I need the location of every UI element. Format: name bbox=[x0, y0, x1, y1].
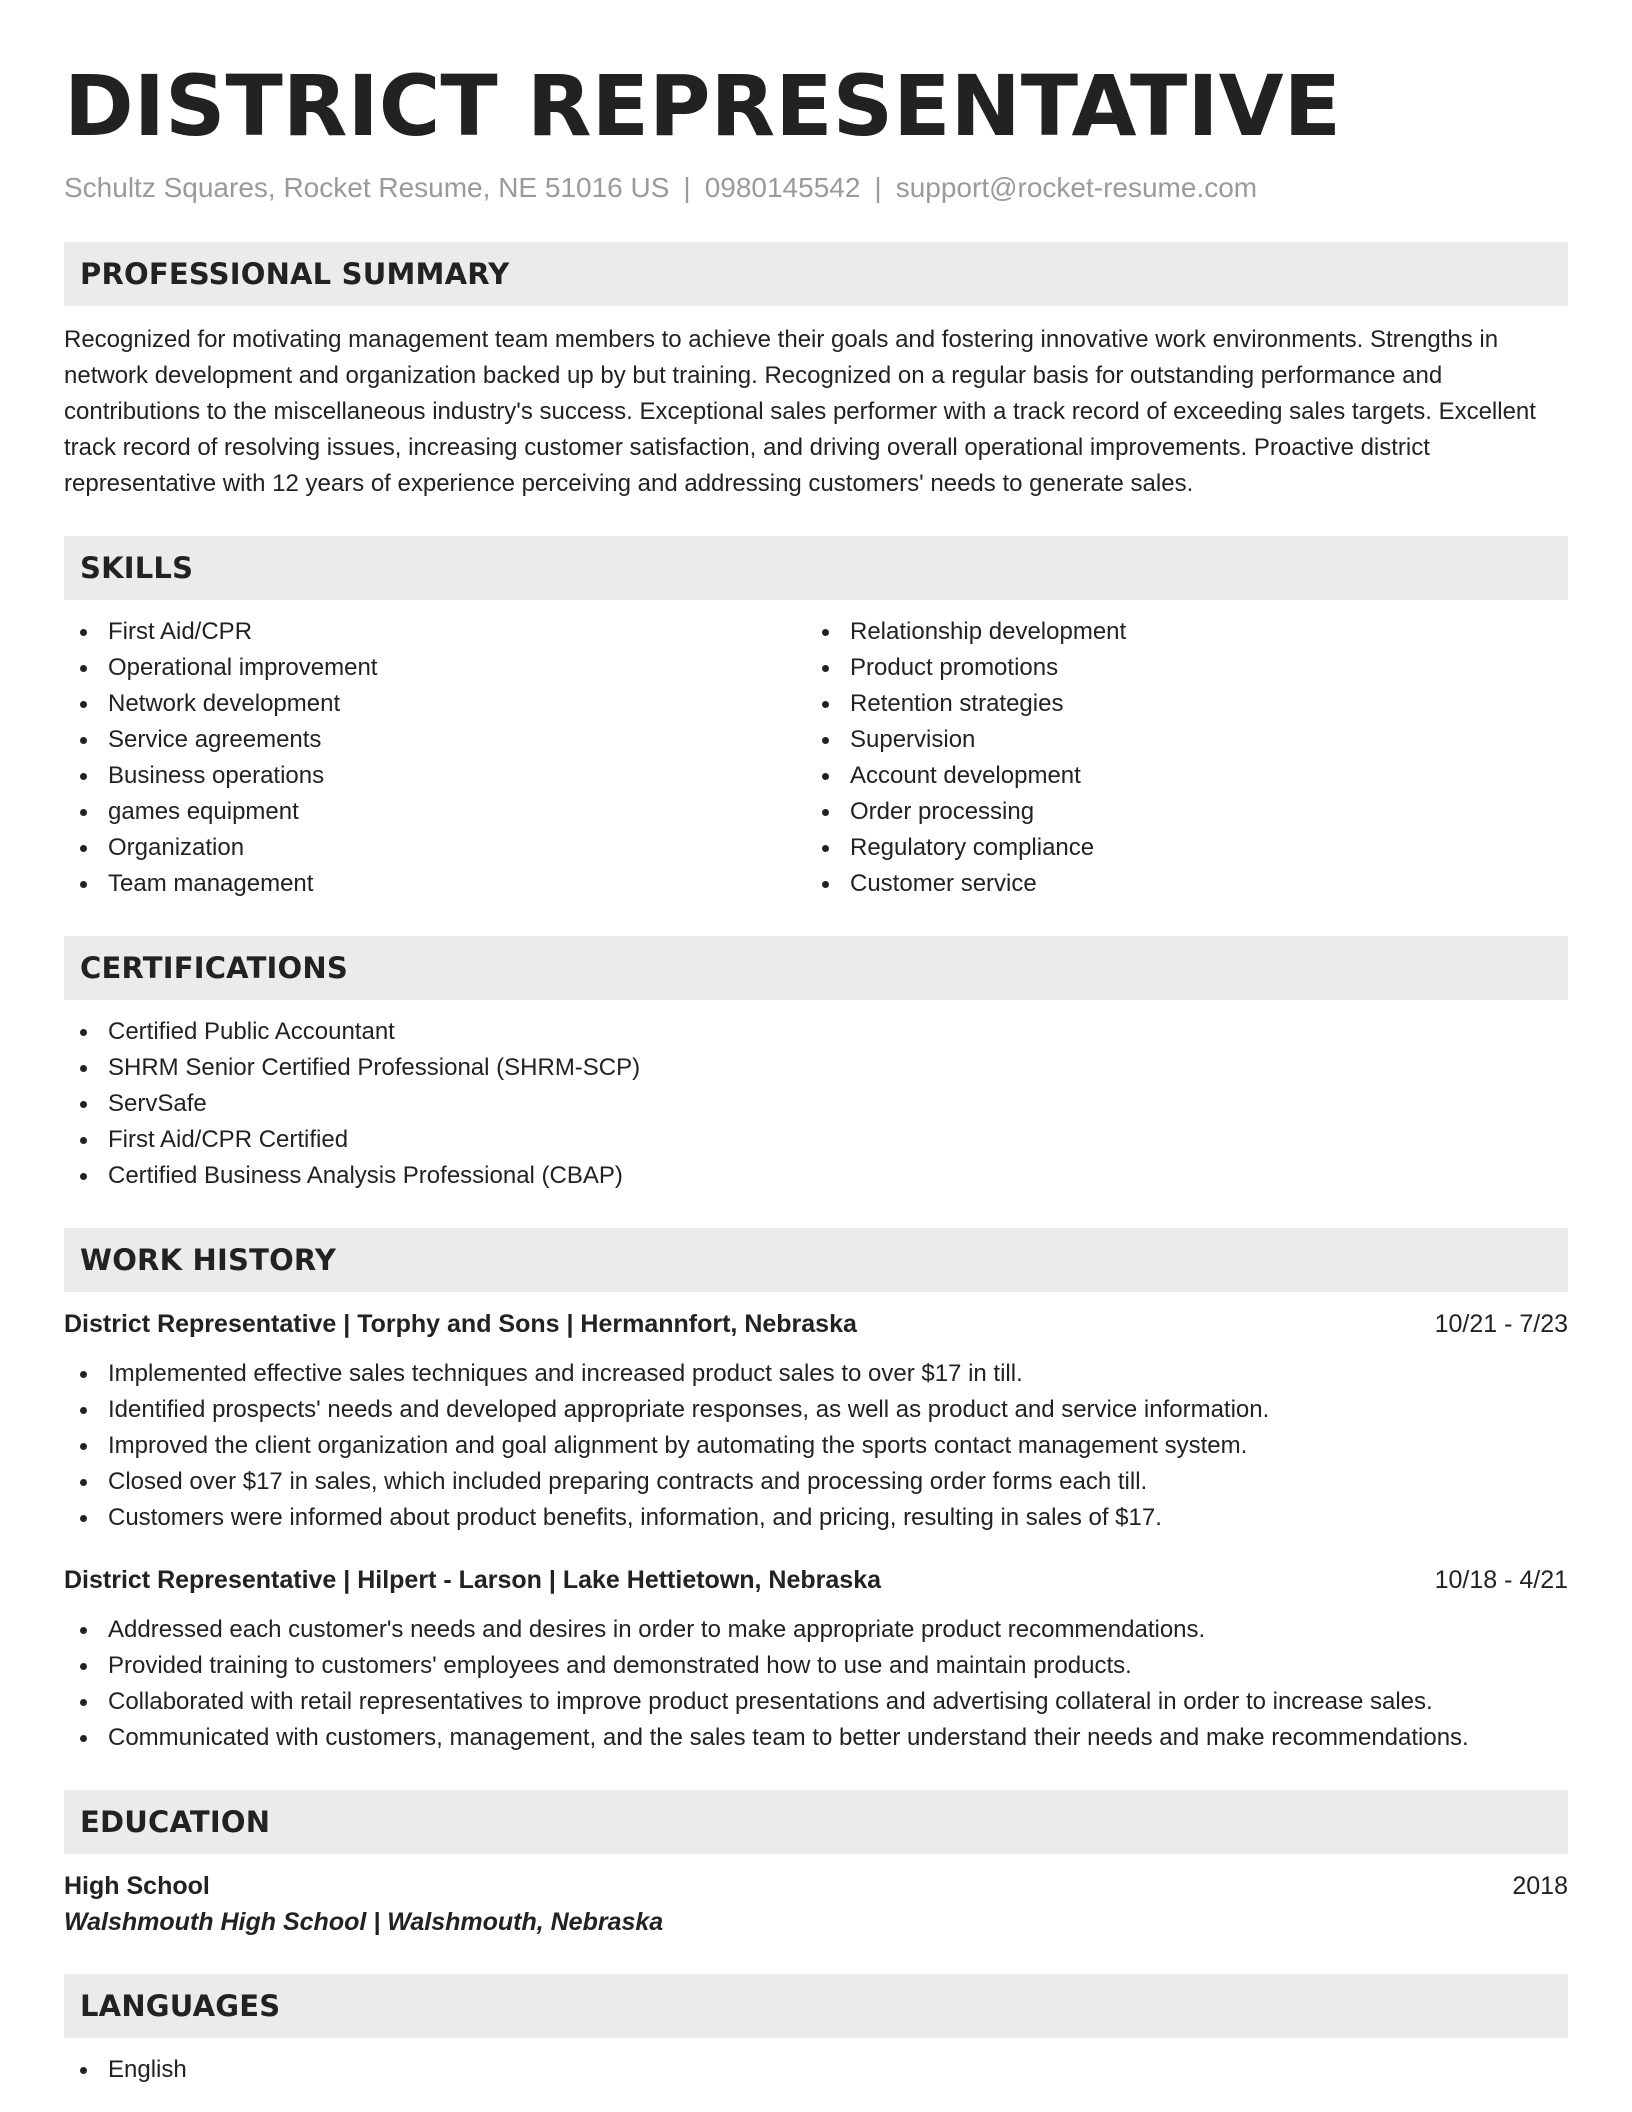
skill-item: Team management bbox=[64, 866, 806, 902]
certification-item: First Aid/CPR Certified bbox=[64, 1122, 1568, 1158]
languages-section-header bbox=[64, 1974, 1568, 2038]
skill-item: Customer service bbox=[806, 866, 1548, 902]
education-heading: EDUCATION bbox=[80, 1805, 271, 1839]
job-bullet: Identified prospects' needs and developed appropriate responses, as well as product and service information. bbox=[64, 1392, 1568, 1428]
contact-address: Schultz Squares, Rocket Resume, NE 51016 US bbox=[64, 172, 670, 203]
skill-item: Relationship development bbox=[806, 614, 1548, 650]
work-history-section-header bbox=[64, 1228, 1568, 1292]
contact-line bbox=[64, 168, 1568, 208]
certifications-list bbox=[64, 1014, 1568, 1194]
skill-item: Organization bbox=[64, 830, 806, 866]
job-bullet: Closed over $17 in sales, which included preparing contracts and processing order forms each till. bbox=[64, 1464, 1568, 1500]
certifications-heading: CERTIFICATIONS bbox=[80, 951, 348, 985]
skill-item: games equipment bbox=[64, 794, 806, 830]
languages-heading: LANGUAGES bbox=[80, 1989, 281, 2023]
skills-section-header bbox=[64, 536, 1568, 600]
job-bullet: Improved the client organization and goal alignment by automating the sports contact management system. bbox=[64, 1428, 1568, 1464]
skill-item: Business operations bbox=[64, 758, 806, 794]
skill-item: Supervision bbox=[806, 722, 1548, 758]
languages-list bbox=[64, 2052, 1568, 2088]
skill-item: Product promotions bbox=[806, 650, 1548, 686]
contact-separator: | bbox=[683, 172, 691, 203]
job-header bbox=[64, 1306, 1568, 1342]
certifications-section-header bbox=[64, 936, 1568, 1000]
contact-separator: | bbox=[874, 172, 882, 203]
job-bullets bbox=[64, 1356, 1568, 1536]
skills-list-left bbox=[64, 614, 806, 902]
skill-item: Account development bbox=[806, 758, 1548, 794]
skill-item: Network development bbox=[64, 686, 806, 722]
job-dates: 10/18 - 4/21 bbox=[1434, 1566, 1568, 1594]
skills-list-right bbox=[806, 614, 1548, 902]
summary-heading: PROFESSIONAL SUMMARY bbox=[80, 257, 510, 291]
job-bullet: Customers were informed about product benefits, information, and pricing, resulting in sales of $17. bbox=[64, 1500, 1568, 1536]
job-header bbox=[64, 1562, 1568, 1598]
education-section-header bbox=[64, 1790, 1568, 1854]
candidate-name: DISTRICT REPRESENTATIVE bbox=[64, 57, 1341, 155]
job-bullet: Implemented effective sales techniques and increased product sales to over $17 in till. bbox=[64, 1356, 1568, 1392]
job-bullet: Addressed each customer's needs and desires in order to make appropriate product recommendations. bbox=[64, 1612, 1568, 1648]
certification-item: Certified Public Accountant bbox=[64, 1014, 1568, 1050]
job-title: District Representative | Hilpert - Larson | Lake Hettietown, Nebraska bbox=[64, 1566, 882, 1594]
job-entry bbox=[64, 1306, 1568, 1536]
summary-section-header bbox=[64, 242, 1568, 306]
job-entry bbox=[64, 1562, 1568, 1756]
skill-item: Service agreements bbox=[64, 722, 806, 758]
job-bullet: Collaborated with retail representatives to improve product presentations and advertising collateral in order to increase sales. bbox=[64, 1684, 1568, 1720]
summary-text: Recognized for motivating management team members to achieve their goals and fostering innovative work environments. Strengths in network development and organization backed up by but training. Recognized on a regular basis for outstanding performance and contributions to the miscellaneous industry's success. Exceptional sales performer with a track record of exceeding sales targets. Excellent track record of resolving issues, increasing customer satisfaction, and driving overall operational improvements. Proactive district representative with 12 years of experience perceiving and addressing customers' needs to generate sales. bbox=[64, 326, 1536, 497]
work-history-heading: WORK HISTORY bbox=[80, 1243, 337, 1277]
language-item: English bbox=[64, 2052, 1568, 2088]
skills-columns bbox=[64, 614, 1568, 902]
job-bullet: Communicated with customers, management, and the sales team to better understand their needs and make recommendations. bbox=[64, 1720, 1568, 1756]
skill-item: Order processing bbox=[806, 794, 1548, 830]
certification-item: Certified Business Analysis Professional (CBAP) bbox=[64, 1158, 1568, 1194]
education-degree: High School bbox=[64, 1872, 210, 1900]
job-title: District Representative | Torphy and Sons | Hermannfort, Nebraska bbox=[64, 1310, 857, 1338]
job-dates: 10/21 - 7/23 bbox=[1434, 1310, 1568, 1338]
job-bullets bbox=[64, 1612, 1568, 1756]
skill-item: Operational improvement bbox=[64, 650, 806, 686]
education-header bbox=[64, 1868, 1568, 1904]
skills-heading: SKILLS bbox=[80, 551, 194, 585]
education-year: 2018 bbox=[1512, 1872, 1568, 1900]
contact-phone: 0980145542 bbox=[704, 172, 861, 203]
skill-item: Regulatory compliance bbox=[806, 830, 1548, 866]
contact-email: support@rocket-resume.com bbox=[895, 172, 1258, 203]
certification-item: ServSafe bbox=[64, 1086, 1568, 1122]
skill-item: First Aid/CPR bbox=[64, 614, 806, 650]
certification-item: SHRM Senior Certified Professional (SHRM-SCP) bbox=[64, 1050, 1568, 1086]
education-school: Walshmouth High School | Walshmouth, Nebraska bbox=[64, 1908, 664, 1936]
skill-item: Retention strategies bbox=[806, 686, 1548, 722]
job-bullet: Provided training to customers' employees and demonstrated how to use and maintain products. bbox=[64, 1648, 1568, 1684]
